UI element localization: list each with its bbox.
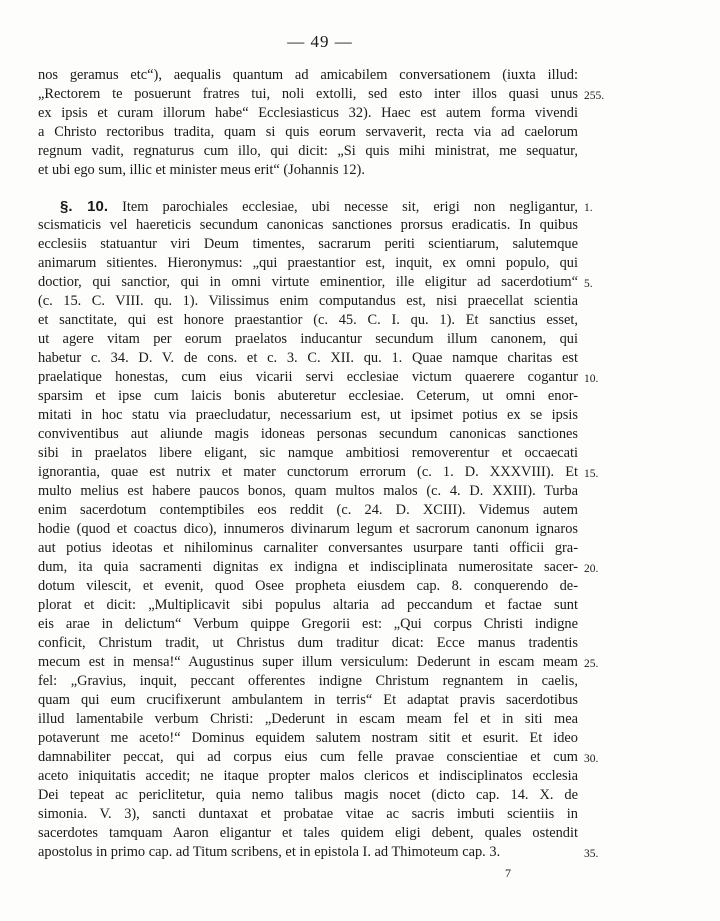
text-line: animarum sitientes. Hieronymus: „qui praestantior est, inquit, ex omni populo, qui (38, 255, 578, 271)
text-line: simonia. V. 3), sancti duntaxat et probatae vitae ac sacris imbuti scientiis in (38, 806, 578, 822)
section-first-line (60, 197, 578, 216)
line-number: 25. (584, 658, 599, 670)
text-line: et sanctitate, qui est honore praestantior (c. 45. C. I. qu. 1). Et sanctius esset, (38, 312, 578, 328)
text-line: „Rectorem te posuerunt fratres tui, noli extolli, sed esto inter illos quasi unus (38, 86, 578, 102)
text-line: ex ipsis et curam illorum habe“ Ecclesiasticus 32). Haec est autem forma vivendi (38, 105, 578, 121)
text-line: damnabiliter peccat, qui ad corpus eius cum felle pravae conscientiae et cum (38, 749, 578, 765)
line-number: 1. (584, 202, 593, 214)
line-number: 255. (584, 90, 605, 102)
text-line: doctior, qui sanctior, qui in omni virtute eminentior, ille eligitur ad sacerdotium“ (38, 274, 578, 290)
text-line: aceto iniquitatis accedit; ne itaque propter malos clericos et indisciplinatos ecclesia (38, 768, 578, 784)
text-line: hodie (quod et coactus dico), innumeros divinarum legum et sacrorum canonum ignaros (38, 521, 578, 537)
text-line: conviventibus aut aliunde magis idoneas personas secundum canonicas sanctiones (38, 426, 578, 442)
text-line: regnum vadit, regnaturus cum illo, qui dicit: „Si quis mihi ministrat, me sequatur, (38, 143, 578, 159)
text-line: multo melius est habere paucos bonos, quam multos malos (c. 4. D. XXIII). Turba (38, 483, 578, 499)
text-line: ut agere vitam per eorum praelatos inducantur secundum illum canonem, qui (38, 331, 578, 347)
line-number: 35. (584, 848, 599, 860)
text-line: scismaticis vel haereticis secundum canonicas sanctiones prorsus eradicatis. In quibus (38, 217, 578, 233)
text-line: ecclesiis statuantur viri Deum timentes, sacrarum periti scientiarum, salutemque (38, 236, 578, 252)
line-number: 30. (584, 753, 599, 765)
text-line: dotum vilescit, et evenit, quod Osee propheta eiusdem cap. 8. conquerendo de- (38, 578, 578, 594)
line-number: 15. (584, 468, 599, 480)
text-line: illud lamentabile verbum Christi: „Dederunt in escam meam fel et in siti mea (38, 711, 578, 727)
text-line: fel: „Gravius, inquit, peccant offerentes indigne Christum regnantem in caelis, (38, 673, 578, 689)
text-line: a Christo rectoribus tradita, quam si quis eorum servaverit, recta via ad caelorum (38, 124, 578, 140)
text-line: potaverunt me aceto!“ Dominus equidem salutem nostram sitit et esurit. Et ideo (38, 730, 578, 746)
signature-mark: 7 (505, 866, 511, 880)
text-line: dum, ita quia sacramenti dignitas ex indigna et indisciplinata numerositate sacer- (38, 559, 578, 575)
text-line: sparsim et ipse cum laicis bonis abuteretur ecclesiae. Ceterum, ut omni enor- (38, 388, 578, 404)
text-line: et ubi ego sum, illic et minister meus erit“ (Johannis 12). (38, 162, 365, 178)
line-number: 5. (584, 278, 593, 290)
text-line: apostolus in primo cap. ad Titum scribens, et in epistola I. ad Thimoteum cap. 3. (38, 844, 501, 860)
text-line: aut potius ideotas et nihilominus carnaliter conversantes usurpare tanti officii gra- (38, 540, 578, 556)
text-line: habetur c. 34. D. V. de cons. et c. 3. C. XII. qu. 1. Quae namque charitas est (38, 350, 578, 366)
text-line: nos geramus etc“), aequalis quantum ad amicabilem conversationem (iuxta illud: (38, 67, 578, 83)
text-line: ignorantia, quae est nutrix et mater cunctorum errorum (c. 1. D. XXXVIII). Et (38, 464, 578, 480)
text-line: eis arae in delictum“ Verbum quippe Gregorii est: „Qui corpus Christi indigne (38, 616, 578, 632)
line-number: 20. (584, 563, 599, 575)
text-line: praelatique honestas, cum eius vicarii servi ecclesiae victum quaerere cogantur (38, 369, 578, 385)
text-line: Dei tepeat ac periclitetur, quia nemo talibus magis nocet (dicto cap. 14. X. de (38, 787, 578, 803)
section-marker: §. 10. (60, 198, 108, 215)
text-line: enim sacerdotum contemptibiles eos reddit (c. 24. D. XCIII). Videmus autem (38, 502, 578, 518)
text-line: mecum est in mensa!“ Augustinus super illum versiculum: Dederunt in escam meam (38, 654, 578, 670)
text-line: sibi in praelatos libere eligant, sic namque ambitiosi removerentur et occaecati (38, 445, 578, 461)
text-line: (c. 15. C. VIII. qu. 1). Vilissimus enim computandus est, nisi praecellat scientia (38, 293, 578, 309)
text-line: Item parochiales ecclesiae, ubi necesse sit, erigi non negligantur, (122, 199, 578, 215)
text-line: plorat et dicit: „Multiplicavit sibi populus altaria ad peccandum et factae sunt (38, 597, 578, 613)
line-number: 10. (584, 373, 599, 385)
text-line: quam qui eum crucifixerunt ambulantem in terris“ Et adaptat pravis sacerdotibus (38, 692, 578, 708)
page-number: — 49 — (287, 32, 353, 51)
text-line: mitati in hoc statu via praecludatur, necessarium est, ut ipsimet potius ex se ipsis (38, 407, 578, 423)
text-line: conficit, Christum tradit, ut Christus dum traditur dicat: Ecce manus tradentis (38, 635, 578, 651)
text-line: sacerdotes tamquam Aaron eligantur et tales quidem eligi debent, quales ostendit (38, 825, 578, 841)
